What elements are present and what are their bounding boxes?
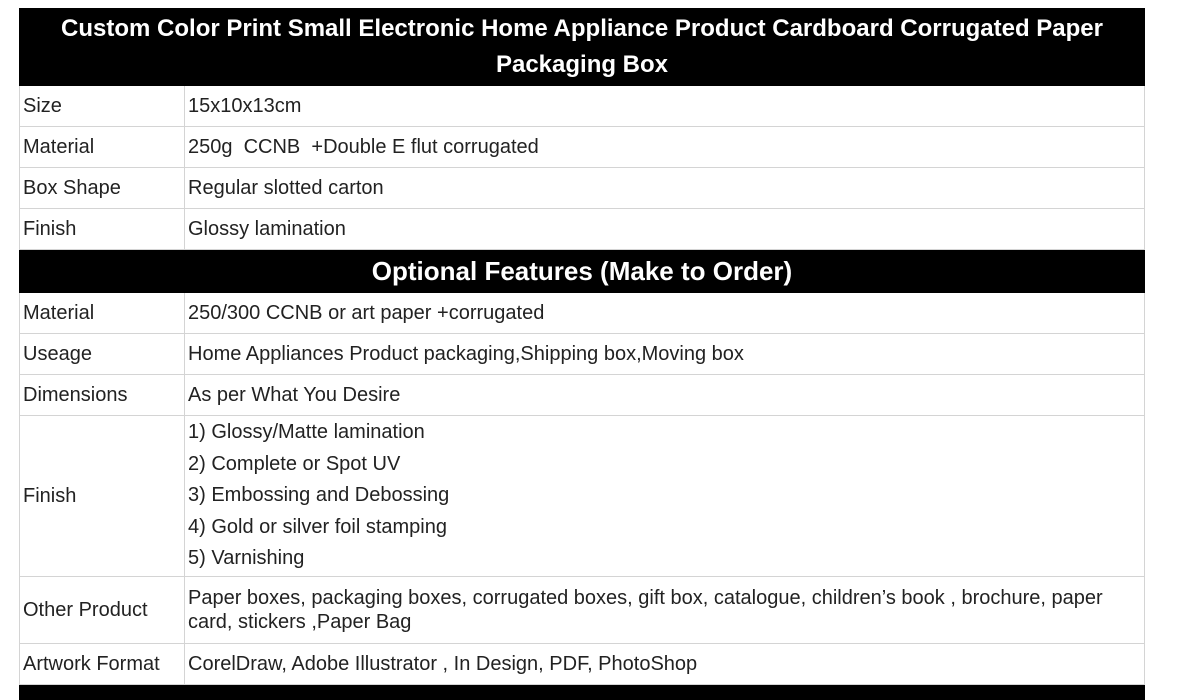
next-section-header [20, 685, 1145, 700]
spec-row-box-shape [20, 168, 1145, 209]
product-spec-table [19, 8, 1145, 700]
optional-features-heading: Optional Features (Make to Order) [20, 250, 1145, 293]
finish-option: 3) Embossing and Debossing [188, 484, 450, 507]
product-title: Custom Color Print Small Electronic Home Appliance Product Cardboard Corrugated Paper Packaging Box [20, 9, 1145, 86]
optional-features-header-row [20, 250, 1145, 293]
optional-value: CorelDraw, Adobe Illustrator , In Design, PDF, PhotoShop [185, 644, 1145, 685]
optional-label: Useage [20, 334, 185, 375]
optional-row-finish [20, 416, 1145, 577]
spec-value: 250g CCNB +Double E flut corrugated [185, 127, 1145, 168]
spec-value: 15x10x13cm [185, 86, 1145, 127]
spec-row-finish [20, 209, 1145, 250]
next-section-header-row [20, 685, 1145, 700]
optional-value: Home Appliances Product packaging,Shipping box,Moving box [185, 334, 1145, 375]
finish-options-list [185, 416, 1145, 577]
spec-label: Box Shape [20, 168, 185, 209]
finish-option: 1) Glossy/Matte lamination [188, 421, 425, 444]
optional-row-other-product [20, 577, 1145, 644]
spec-row-size [20, 86, 1145, 127]
spec-label: Size [20, 86, 185, 127]
spec-row-material [20, 127, 1145, 168]
optional-row-useage [20, 334, 1145, 375]
optional-label: Artwork Format [20, 644, 185, 685]
spec-label: Finish [20, 209, 185, 250]
spec-value: Glossy lamination [185, 209, 1145, 250]
title-row [20, 9, 1145, 86]
optional-value: Paper boxes, packaging boxes, corrugated boxes, gift box, catalogue, children’s book , brochure, paper card, stickers ,Paper Bag [185, 577, 1145, 644]
optional-label: Material [20, 293, 185, 334]
spec-label: Material [20, 127, 185, 168]
optional-value: As per What You Desire [185, 375, 1145, 416]
optional-value: 250/300 CCNB or art paper +corrugated [185, 293, 1145, 334]
optional-row-material [20, 293, 1145, 334]
optional-label: Dimensions [20, 375, 185, 416]
finish-option: 5) Varnishing [188, 547, 305, 570]
finish-option: 2) Complete or Spot UV [188, 452, 401, 475]
optional-label: Finish [20, 416, 185, 577]
optional-row-artwork-format [20, 644, 1145, 685]
optional-row-dimensions [20, 375, 1145, 416]
optional-label: Other Product [20, 577, 185, 644]
spec-value: Regular slotted carton [185, 168, 1145, 209]
finish-option: 4) Gold or silver foil stamping [188, 515, 447, 538]
